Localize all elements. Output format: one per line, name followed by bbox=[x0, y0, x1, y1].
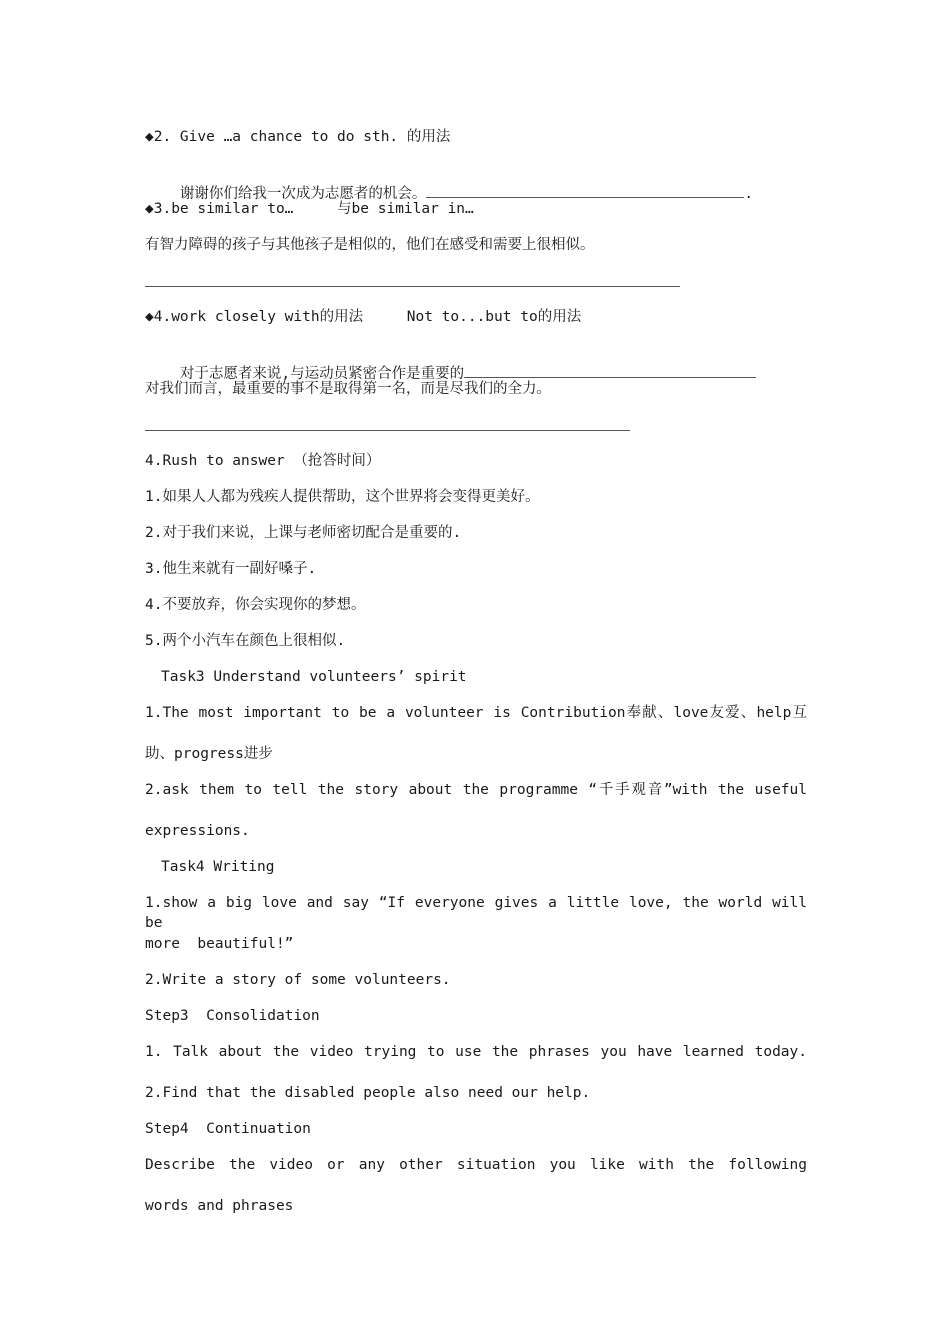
rush-item-1: 1.如果人人都为残疾人提供帮助，这个世界将会变得更美好。 bbox=[145, 489, 540, 505]
task3-item-2: 2.ask them to tell the story about the programme “千手观音”with the useful bbox=[145, 782, 807, 798]
section-3-heading: ◆3.be similar to… 与be similar in… bbox=[145, 201, 474, 217]
step4-instruction: Describe the video or any other situation you like with the following bbox=[145, 1157, 807, 1173]
rush-item-4: 4.不要放弃，你会实现你的梦想。 bbox=[145, 597, 366, 613]
rush-item-5: 5.两个小汽车在颜色上很相似. bbox=[145, 633, 346, 649]
translation-prompt-2: 有智力障碍的孩子与其他孩子是相似的，他们在感受和需要上很相似。 bbox=[145, 237, 595, 253]
translation-prompt-1: 谢谢你们给我一次成为志愿者的机会。 bbox=[179, 186, 427, 202]
answer-blank-3[interactable] bbox=[464, 363, 756, 378]
line-end-period: . bbox=[744, 186, 754, 202]
rush-to-answer-heading: 4.Rush to answer （抢答时间） bbox=[145, 453, 381, 469]
task3-item-2-cont: expressions. bbox=[145, 823, 250, 839]
section-2-heading: ◆2. Give …a chance to do sth. 的用法 bbox=[145, 129, 451, 145]
translation-prompt-3: 对于志愿者来说,与运动员紧密合作是重要的 bbox=[179, 366, 465, 382]
task3-heading: Task3 Understand volunteers’ spirit bbox=[161, 669, 467, 685]
task3-item-1: 1.The most important to be a volunteer is Contribution奉献、love友爱、help互 bbox=[145, 705, 807, 721]
rush-item-3: 3.他生来就有一副好嗓子. bbox=[145, 561, 317, 577]
answer-blank-4[interactable] bbox=[145, 430, 630, 431]
step4-instruction-cont: words and phrases bbox=[145, 1198, 294, 1214]
step3-heading: Step3 Consolidation bbox=[145, 1008, 320, 1024]
task4-item-1: 1.show a big love and say “If everyone gives a little love, the world will be bbox=[145, 895, 807, 931]
answer-blank-1[interactable] bbox=[426, 183, 744, 198]
task4-item-1-cont: more beautiful!” bbox=[145, 936, 294, 952]
step4-heading: Step4 Continuation bbox=[145, 1121, 311, 1137]
step3-item-2: 2.Find that the disabled people also need our help. bbox=[145, 1085, 591, 1101]
rush-item-2: 2.对于我们来说，上课与老师密切配合是重要的. bbox=[145, 525, 462, 541]
translation-prompt-4: 对我们而言，最重要的事不是取得第一名，而是尽我们的全力。 bbox=[145, 381, 551, 397]
task4-heading: Task4 Writing bbox=[161, 859, 275, 875]
section-4-heading: ◆4.work closely with的用法 Not to...but to的用法 bbox=[145, 309, 582, 325]
task4-item-2: 2.Write a story of some volunteers. bbox=[145, 972, 451, 988]
step3-item-1: 1. Talk about the video trying to use the phrases you have learned today. bbox=[145, 1044, 807, 1060]
answer-blank-2[interactable] bbox=[145, 286, 680, 287]
task3-item-1-cont: 助、progress进步 bbox=[145, 746, 273, 762]
